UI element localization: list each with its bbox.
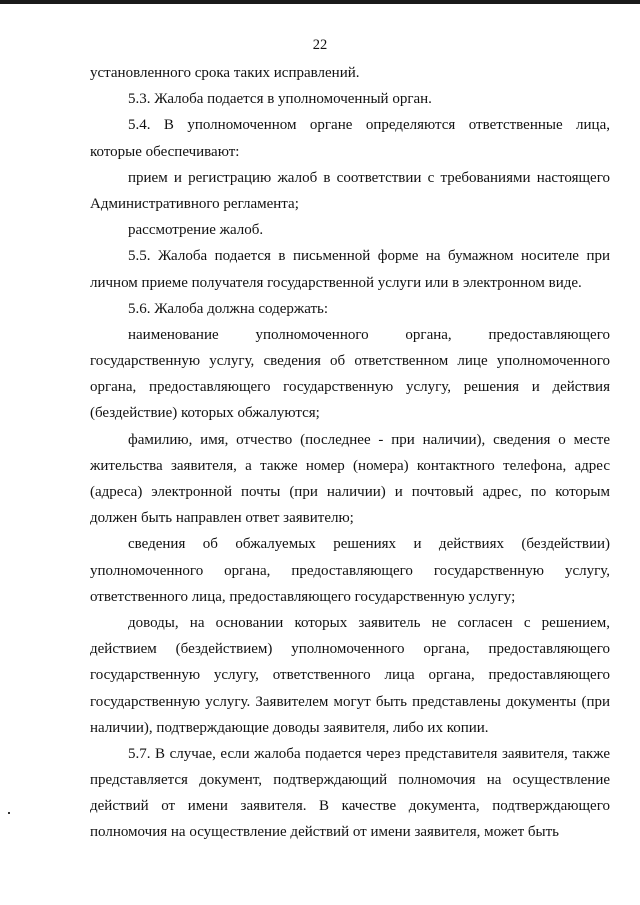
text-line: установленного срока таких исправлений. — [90, 65, 360, 81]
paragraph — [90, 86, 610, 112]
text-line: наличии), подтверждающие доводы заявителя, либо их копии. — [90, 719, 489, 736]
text-line: 5.3. Жалоба подается в уполномоченный орган. — [128, 91, 432, 108]
text-line: уполномоченного органа, предоставляющего государственную услугу, — [90, 562, 610, 579]
text-line: наименование уполномоченного органа, предоставляющего — [128, 326, 610, 343]
text-line: фамилию, имя, отчество (последнее - при наличии), сведения о месте — [128, 431, 610, 448]
text-line: государственную услугу. Заявителем могут быть представлены документы (при — [90, 693, 610, 710]
scan-speck — [8, 812, 10, 814]
paragraph — [90, 112, 610, 164]
text-line: 5.4. В уполномоченном органе определяются ответственные лица, — [128, 117, 610, 134]
paragraph — [90, 60, 610, 86]
text-line: государственную услугу, ответственного лица органа, предоставляющего — [90, 667, 610, 684]
text-line: государственную услугу, сведения об ответственном лице уполномоченного — [90, 353, 610, 370]
text-line: органа, предоставляющего государственную услугу, решения и действия — [90, 379, 610, 396]
text-line: должен быть направлен ответ заявителю; — [90, 510, 354, 527]
paragraph — [90, 427, 610, 532]
text-line: Административного регламента; — [90, 195, 299, 212]
text-line: которые обеспечивают: — [90, 143, 240, 160]
top-border-rule — [0, 0, 640, 4]
text-line: 5.5. Жалоба подается в письменной форме на бумажном носителе при — [128, 248, 610, 265]
text-line: (адреса) электронной почты (при наличии) и почтовый адрес, по которым — [90, 484, 610, 500]
paragraph — [90, 296, 610, 322]
text-line: полномочия на осуществление действий от имени заявителя, может быть — [90, 824, 559, 841]
text-line: личном приеме получателя государственной услуги или в электронном виде. — [90, 274, 582, 291]
paragraph — [90, 610, 610, 741]
paragraph — [90, 322, 610, 427]
text-line: жительства заявителя, а также номер (номера) контактного телефона, адрес — [90, 457, 610, 474]
paragraph — [90, 243, 610, 295]
text-line: ответственного лица, предоставляющего государственную услугу; — [90, 588, 516, 605]
text-line: 5.6. Жалоба должна содержать: — [128, 300, 329, 317]
paragraph — [90, 217, 610, 243]
text-line: прием и регистрацию жалоб в соответствии с требованиями настоящего — [128, 169, 610, 186]
text-line: сведения об обжалуемых решениях и действиях (бездействии) — [128, 536, 610, 553]
paragraph — [90, 165, 610, 217]
text-line: действием (бездействием) уполномоченного органа, предоставляющего — [90, 641, 610, 658]
text-line: действий от имени заявителя. В качестве документа, подтверждающего — [90, 798, 610, 815]
text-line: (бездействие) которых обжалуются; — [90, 405, 320, 422]
text-line: рассмотрение жалоб. — [128, 222, 264, 239]
document-body — [90, 60, 610, 846]
page-number: 22 — [312, 37, 328, 53]
paragraph — [90, 741, 610, 846]
text-line: 5.7. В случае, если жалоба подается через представителя заявителя, также — [128, 745, 610, 762]
text-line: представляется документ, подтверждающий полномочия на осуществление — [90, 772, 610, 789]
paragraph — [90, 531, 610, 610]
text-line: доводы, на основании которых заявитель не согласен с решением, — [128, 614, 610, 631]
